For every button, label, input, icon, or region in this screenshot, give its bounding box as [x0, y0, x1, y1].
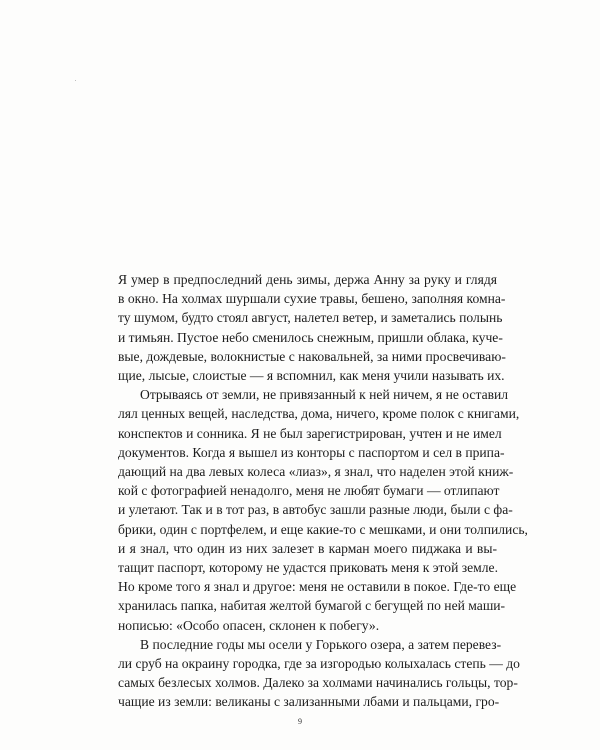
text-line: ли сруб на окраину городка, где за изгородью колыхалась степь — до — [118, 656, 520, 672]
text-line: хранилась папка, набитая желтой бумагой с бегущей по ней маши- — [118, 598, 506, 614]
text-line: нописью: «Особо опасен, склонен к побегу». — [118, 617, 380, 633]
page-number: 9 — [298, 717, 302, 726]
text-line: кой с фотографией ненадолго, меня не любят бумаги — отлипают — [118, 483, 500, 499]
text-line: ту шумом, будто стоял август, налетел ветер, и заметались полынь — [118, 310, 503, 326]
body-text — [118, 270, 528, 712]
text-line: и улетают. Так и в тот раз, в автобус зашли разные люди, были с фа- — [118, 502, 513, 518]
text-line: конспектов и сонника. Я не был зарегистрирован, учтен и не имел — [118, 425, 502, 441]
text-line: щие, лысые, слоистые — я вспомнил, как меня учили называть их. — [118, 368, 505, 384]
text-line: дающий на два левых колеса «лиаз», я знал, что наделен этой книж- — [118, 464, 514, 480]
text-line: Я умер в предпоследний день зимы, держа Анну за руку и глядя — [118, 272, 497, 287]
text-line: и тимьян. Пустое небо сменилось снежным, пришли облака, куче- — [118, 329, 503, 345]
text-line: лял ценных вещей, наследства, дома, ничего, кроме полок с книгами, — [118, 406, 520, 422]
text-line: тащит паспорт, которому не удастся приковать меня к этой земле. — [118, 560, 498, 576]
text-line: Но кроме того я знал и другое: меня не оставили в покое. Где-то еще — [118, 579, 517, 595]
text-line: В последние годы мы осели у Горького озера, а затем перевез- — [140, 636, 502, 652]
text-line: и я знал, что один из них залезет в карман моего пиджака и вы- — [118, 540, 497, 556]
text-line: брики, один с портфелем, и еще какие-то с мешками, и они толпились, — [118, 521, 528, 537]
text-line: вые, дождевые, волокнистые с наковальней, за ними просвечиваю- — [118, 348, 506, 364]
paper-speck — [75, 80, 76, 81]
text-line: в окно. На холмах шуршали сухие травы, бешено, заполняя комна- — [118, 291, 506, 307]
text-line: самых безлесых холмов. Далеко за холмами начинались гольцы, тор- — [118, 675, 518, 691]
text-line: документов. Когда я вышел из конторы с паспортом и сел в припа- — [118, 444, 505, 460]
text-line: чащие из земли: великаны с зализанными лбами и пальцами, гро- — [118, 694, 500, 710]
text-line: Отрываясь от земли, не привязанный к ней ничем, я не оставил — [140, 387, 509, 403]
